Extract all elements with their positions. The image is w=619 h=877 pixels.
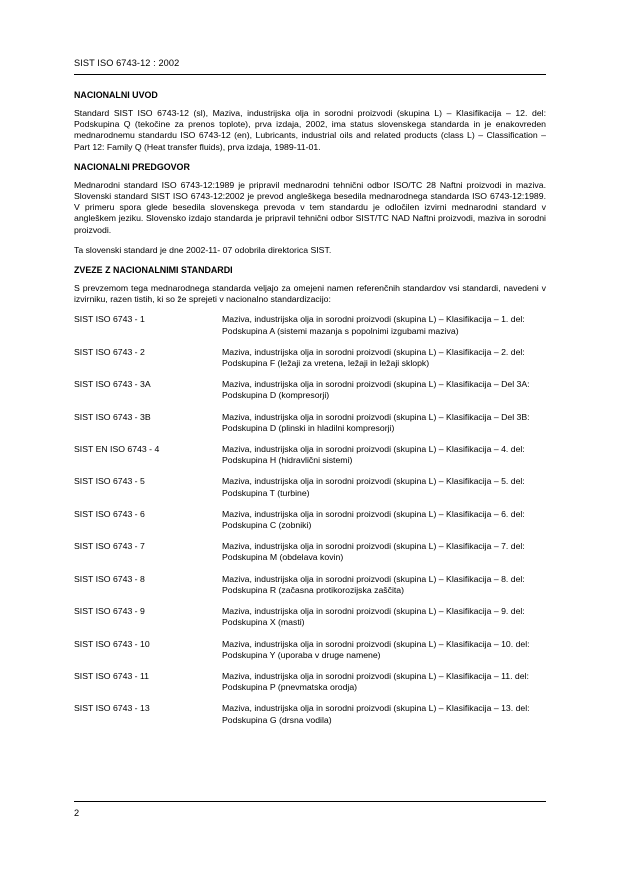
paragraph: S prevzemom tega mednarodnega standarda veljajo za omejeni namen referenčnih standardov vsi standardi, navedeni v izvirniku, razen tistih, ki so že sprejeti v nacionalno standardizacijo: <box>74 283 546 305</box>
reference-row <box>74 476 546 498</box>
reference-code: SIST ISO 6743 - 10 <box>74 638 150 649</box>
header-rule <box>74 74 546 75</box>
paragraph: Standard SIST ISO 6743-12 (sl), Maziva, industrijska olja in sorodni proizvodi (skupina L) – Klasifikacija – 12. del: Podskupina Q (tekočine za prenos toplote), prva izdaja, 2002, ima status slovenskega standarda in je enakovreden mednarodnemu standardu ISO 6743-12 (en), Lubricants, industrial oils and related products (class L) – Classification – Part 12: Family Q (Heat transfer fluids), prva izdaja, 1989-11-01. <box>74 108 546 152</box>
reference-code: SIST EN ISO 6743 - 4 <box>74 444 160 455</box>
reference-row <box>74 639 546 661</box>
section-nacionalni-predgovor <box>74 162 546 256</box>
reference-code: SIST ISO 6743 - 6 <box>74 508 145 519</box>
reference-row <box>74 574 546 596</box>
reference-code: SIST ISO 6743 - 5 <box>74 476 145 487</box>
reference-title: Maziva, industrijska olja in sorodni proizvodi (skupina L) – Klasifikacija – 10. del: Podskupina Y (uporaba v druge namene) <box>222 638 530 660</box>
paragraph: Ta slovenski standard je dne 2002-11- 07 odobrila direktorica SIST. <box>74 244 332 255</box>
reference-row <box>74 703 546 725</box>
reference-code: SIST ISO 6743 - 8 <box>74 573 145 584</box>
reference-code: SIST ISO 6743 - 2 <box>74 346 145 357</box>
reference-list <box>74 314 546 725</box>
reference-title: Maziva, industrijska olja in sorodni proizvodi (skupina L) – Klasifikacija – 4. del: Podskupina H (hidravlični sistemi) <box>222 444 525 466</box>
reference-title: Maziva, industrijska olja in sorodni proizvodi (skupina L) – Klasifikacija – 2. del: Podskupina F (ležaji za vretena, ležaji in ležaji sklopk) <box>222 346 525 369</box>
page-number: 2 <box>74 808 80 818</box>
reference-row <box>74 509 546 531</box>
section-heading: ZVEZE Z NACIONALNIMI STANDARDI <box>74 265 233 276</box>
section-zveze <box>74 265 546 726</box>
reference-title: Maziva, industrijska olja in sorodni proizvodi (skupina L) – Klasifikacija – 11. del: Podskupina P (pnevmatska orodja) <box>222 670 529 693</box>
reference-code: SIST ISO 6743 - 13 <box>74 703 150 714</box>
reference-title: Maziva, industrijska olja in sorodni proizvodi (skupina L) – Klasifikacija – 7. del: Podskupina M (obdelava kovin) <box>222 541 525 563</box>
section-heading: NACIONALNI UVOD <box>74 90 158 100</box>
reference-row <box>74 671 546 693</box>
reference-code: SIST ISO 6743 - 9 <box>74 606 145 617</box>
reference-row <box>74 347 546 369</box>
running-header: SIST ISO 6743-12 : 2002 <box>74 58 180 68</box>
reference-code: SIST ISO 6743 - 3A <box>74 379 151 390</box>
paragraph: Mednarodni standard ISO 6743-12:1989 je pripravil mednarodni tehnični odbor ISO/TC 28 Naftni proizvodi in maziva. Slovenski standard SIST ISO 6743-12:2002 je prevod angleškega besedila mednarodnega standarda ISO 6743-12:1989. V primeru spora glede besedila slovenskega prevoda v tem standardu je odločilen izvirni mednarodni standard v angleškem jeziku. Slovensko izdajo standarda je pripravil tehnični odbor SIST/TC NAD Naftni proizvodi, maziva in sorodni proizvodi. <box>74 179 546 235</box>
reference-title: Maziva, industrijska olja in sorodni proizvodi (skupina L) – Klasifikacija – 9. del: Podskupina X (masti) <box>222 606 525 628</box>
footer-rule <box>74 801 546 802</box>
reference-title: Maziva, industrijska olja in sorodni proizvodi (skupina L) – Klasifikacija – 1. del: Podskupina A (sistemi mazanja s popolnimi izgubami maziva) <box>222 314 525 336</box>
page-content <box>74 90 546 736</box>
reference-title: Maziva, industrijska olja in sorodni proizvodi (skupina L) – Klasifikacija – 13. del: Podskupina G (drsna vodila) <box>222 703 530 725</box>
section-nacionalni-uvod <box>74 90 546 153</box>
reference-title: Maziva, industrijska olja in sorodni proizvodi (skupina L) – Klasifikacija – 5. del: Podskupina T (turbine) <box>222 476 525 498</box>
reference-title: Maziva, industrijska olja in sorodni proizvodi (skupina L) – Klasifikacija – 6. del: Podskupina C (zobniki) <box>222 508 525 531</box>
reference-row <box>74 412 546 434</box>
reference-title: Maziva, industrijska olja in sorodni proizvodi (skupina L) – Klasifikacija – Del 3B: Podskupina D (plinski in hladilni kompresorji) <box>222 411 530 433</box>
reference-row <box>74 444 546 466</box>
reference-row <box>74 606 546 628</box>
reference-code: SIST ISO 6743 - 7 <box>74 541 145 552</box>
reference-code: SIST ISO 6743 - 3B <box>74 411 151 422</box>
reference-code: SIST ISO 6743 - 11 <box>74 670 150 681</box>
reference-row <box>74 541 546 563</box>
reference-code: SIST ISO 6743 - 1 <box>74 314 145 325</box>
reference-title: Maziva, industrijska olja in sorodni proizvodi (skupina L) – Klasifikacija – Del 3A: Podskupina D (kompresorji) <box>222 379 530 401</box>
reference-title: Maziva, industrijska olja in sorodni proizvodi (skupina L) – Klasifikacija – 8. del: Podskupina R (začasna protikorozijska zaščita) <box>222 573 525 595</box>
reference-row <box>74 314 546 336</box>
reference-row <box>74 379 546 401</box>
section-heading: NACIONALNI PREDGOVOR <box>74 161 190 172</box>
